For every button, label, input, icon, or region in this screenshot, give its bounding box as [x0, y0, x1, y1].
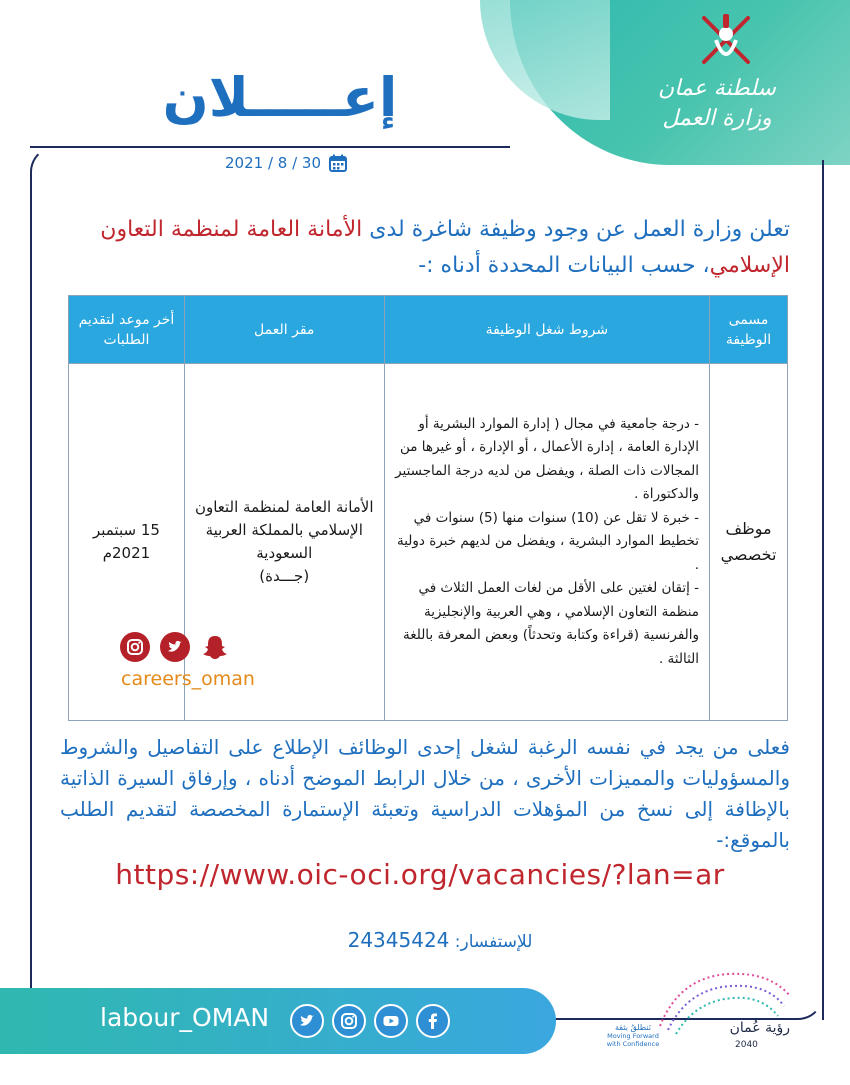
cell-deadline — [69, 364, 185, 721]
header-deadline: أخر موعد لتقديم الطلبات — [69, 296, 185, 364]
instagram-icon[interactable] — [332, 1004, 366, 1038]
location-text: الأمانة العامة لمنظمة التعاون الإسلامي بالمملكة العربية السعودية — [194, 498, 374, 562]
date-text: 2021 / 8 / 30 — [225, 154, 321, 172]
snapchat-icon[interactable] — [200, 632, 230, 662]
header-location: مقر العمل — [184, 296, 384, 364]
location-city: (جـــدة) — [259, 567, 310, 585]
slogan-arabic: نَنطلقُ بثقة — [614, 1023, 652, 1032]
ministry-name-line1: سلطنة عمان — [658, 76, 776, 101]
careers-handle[interactable]: careers_oman — [121, 668, 255, 690]
slogan-english-2: with Confidence — [606, 1040, 660, 1048]
cell-conditions — [384, 364, 709, 721]
instagram-icon[interactable] — [120, 632, 150, 662]
header-ribbon — [480, 0, 610, 120]
job-title-text: موظف تخصصي — [720, 519, 777, 564]
slogan-english-1: Moving Forward — [607, 1032, 659, 1040]
table-row — [69, 364, 788, 721]
calendar-icon — [329, 154, 347, 172]
careers-social-icons — [120, 632, 230, 662]
oman-emblem — [694, 10, 758, 70]
page-title: إعـــــلان — [162, 66, 398, 129]
twitter-icon[interactable] — [160, 632, 190, 662]
deadline-text: 15 سبتمبر 2021م — [92, 521, 160, 562]
inquiry-phone[interactable]: 24345424 — [347, 928, 450, 952]
facebook-icon[interactable] — [416, 1004, 450, 1038]
header-conditions: شروط شغل الوظيفة — [384, 296, 709, 364]
frame-right-line — [822, 160, 824, 1020]
header-job-title: مسمى الوظيفة — [710, 296, 788, 364]
inquiry-line — [240, 928, 640, 952]
footer-handle[interactable]: labour_OMAN — [100, 1003, 270, 1032]
vision-2040-logo — [640, 966, 800, 1056]
application-link[interactable]: https://www.oic-oci.org/vacancies/?lan=ar — [115, 858, 725, 891]
footer-social-icons — [290, 1004, 450, 1038]
vision-text: رؤية عُمان — [729, 1020, 790, 1036]
frame-top-line — [30, 146, 510, 148]
cell-location — [184, 364, 384, 721]
instructions-paragraph: فعلى من يجد في نفسه الرغبة لشغل إحدى الوظائف الإطلاع على التفاصيل والشروط والمسؤوليات والمميزات الأخرى ، من خلال الرابط الموضح أدناه ، وإرفاق السيرة الذاتية بالإظافة إلى نسخ من المؤهلات الدراسية وتعبئة الإستمارة المخصصة لتقديم الطلب بالموقع:- — [60, 735, 790, 852]
ministry-header — [510, 0, 850, 165]
intro-text-2: ، حسب البيانات المحددة أدناه :- — [418, 253, 710, 278]
inquiry-label: للإستفسار: — [454, 932, 533, 952]
footer-bar — [0, 988, 556, 1054]
condition-item: - إتقان لغتين على الأقل من لغات العمل الثلاث في منظمة التعاون الإسلامي ، وهي العربية والإنجليزية والفرنسية (قراءة وكتابة وتحدثاً) وبعض المعرفة باللغة الثالثة . — [402, 580, 700, 667]
twitter-icon[interactable] — [290, 1004, 324, 1038]
ministry-name — [642, 74, 792, 134]
intro-text-1: تعلن وزارة العمل عن وجود وظيفة شاغرة لدى — [362, 217, 790, 242]
condition-item: - درجة جامعية في مجال ( إدارة الموارد البشرية أو الإدارة العامة ، إدارة الأعمال ، أو الإدارة ، أو غيرها من المجالات ذات الصلة ، ويفضل من لديه درجة الماجستير والدكتوراة . — [395, 415, 700, 503]
ministry-name-line2: وزارة العمل — [662, 106, 772, 131]
cell-job-title — [710, 364, 788, 721]
table-header-row — [69, 296, 788, 364]
intro-paragraph — [60, 212, 790, 284]
confidence-slogan — [604, 1024, 662, 1048]
vision-year: 2040 — [735, 1040, 758, 1050]
organization-name: الأمانة العامة لمنظمة التعاون الإسلامي — [100, 217, 790, 278]
announcement-date — [225, 152, 347, 174]
youtube-icon[interactable] — [374, 1004, 408, 1038]
condition-item: - خبرة لا تقل عن (10) سنوات منها (5) سنوات في تخطيط الموارد البشرية ، ويفضل من لديهم خبرة دولية . — [396, 509, 700, 573]
